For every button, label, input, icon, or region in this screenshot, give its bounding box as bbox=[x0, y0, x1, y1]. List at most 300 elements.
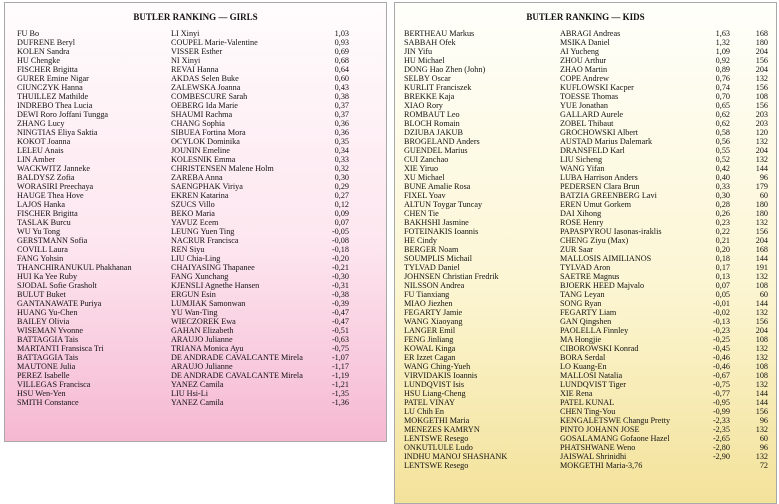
player-1-name: ONKUTLULE Ludo bbox=[404, 443, 473, 452]
butler-score: 0,07 bbox=[334, 218, 349, 227]
player-2-name: AI Yucheng bbox=[560, 47, 600, 56]
ranking-row bbox=[5, 254, 386, 263]
player-2-name: SAENGPHAK Viriya bbox=[171, 182, 243, 191]
butler-score: -2,33 bbox=[712, 416, 730, 425]
player-2-name: PAPASPYROU Iasonas-iraklis bbox=[560, 227, 662, 236]
player-2-name: YANEZ Camila bbox=[171, 398, 224, 407]
player-2-name: GAHAN Elizabeth bbox=[171, 326, 234, 335]
player-2-name: PINTO JOHANN JOSE bbox=[560, 425, 640, 434]
boards-count: 108 bbox=[755, 281, 768, 290]
player-1-name: HSU Liang-Cheng bbox=[404, 389, 466, 398]
boards-count: 204 bbox=[755, 236, 768, 245]
player-1-name: LAJOS Hanka bbox=[17, 200, 65, 209]
boards-count: 132 bbox=[755, 272, 768, 281]
kids-ranking-panel bbox=[394, 2, 777, 504]
ranking-row bbox=[395, 317, 776, 326]
player-1-name: WORASIRI Preechaya bbox=[17, 182, 94, 191]
ranking-row bbox=[395, 173, 776, 182]
player-1-name: NILSSON Andrea bbox=[404, 281, 465, 290]
ranking-row bbox=[395, 110, 776, 119]
butler-score: 0,68 bbox=[334, 56, 349, 65]
butler-score: -0,47 bbox=[331, 317, 349, 326]
ranking-row bbox=[5, 362, 386, 371]
player-1-name: THUILLEZ Mathilde bbox=[17, 92, 89, 101]
player-1-name: MIAO Jiezhen bbox=[404, 299, 453, 308]
butler-score: 0,35 bbox=[334, 137, 349, 146]
ranking-row bbox=[395, 227, 776, 236]
ranking-row bbox=[395, 371, 776, 380]
player-1-name: BERTHEAU Markus bbox=[404, 29, 475, 38]
butler-score: 1,03 bbox=[334, 29, 349, 38]
player-2-name: TOESSE Thomas bbox=[560, 92, 619, 101]
butler-score: -0,63 bbox=[331, 335, 349, 344]
butler-score: 0,28 bbox=[715, 200, 730, 209]
butler-score: 0,13 bbox=[715, 272, 730, 281]
player-2-name: ZOBEL Thibaut bbox=[560, 119, 614, 128]
ranking-row bbox=[395, 290, 776, 299]
ranking-row bbox=[5, 200, 386, 209]
boards-count: 132 bbox=[755, 308, 768, 317]
ranking-row bbox=[395, 146, 776, 155]
player-2-name: SHAUMI Rachma bbox=[171, 110, 233, 119]
butler-score: -0,46 bbox=[712, 362, 730, 371]
ranking-row bbox=[395, 425, 776, 434]
boards-count: 204 bbox=[755, 146, 768, 155]
player-1-name: CHEN Tie bbox=[404, 209, 439, 218]
ranking-row bbox=[395, 380, 776, 389]
player-1-name: VIRVIDAKIS Ioannis bbox=[404, 371, 478, 380]
ranking-row bbox=[5, 182, 386, 191]
boards-count: 144 bbox=[755, 389, 768, 398]
boards-count: 132 bbox=[755, 137, 768, 146]
player-2-name: GROCHOWSKI Albert bbox=[560, 128, 639, 137]
butler-score: 0,76 bbox=[715, 74, 730, 83]
player-1-name: ER Izzet Cagan bbox=[404, 353, 456, 362]
player-1-name: LANGER Emil bbox=[404, 326, 456, 335]
player-2-name: CHANG Sophia bbox=[171, 119, 225, 128]
ranking-row bbox=[395, 128, 776, 137]
ranking-row bbox=[395, 74, 776, 83]
butler-score: -2,90 bbox=[712, 452, 730, 461]
player-1-name: FIXEL Yoav bbox=[404, 191, 446, 200]
boards-count: 132 bbox=[755, 155, 768, 164]
player-1-name: GANTANAWATE Puriya bbox=[17, 299, 102, 308]
player-1-name: FU Tianxiang bbox=[404, 290, 450, 299]
ranking-row bbox=[395, 335, 776, 344]
ranking-row bbox=[395, 65, 776, 74]
player-2-name: COPE Andrew bbox=[560, 74, 609, 83]
butler-score: 0,20 bbox=[715, 245, 730, 254]
butler-score: -2,65 bbox=[712, 434, 730, 443]
ranking-row bbox=[5, 29, 386, 38]
player-1-name: FENG Jinliang bbox=[404, 335, 454, 344]
player-2-name: MSIKA Daniel bbox=[560, 38, 610, 47]
butler-score: 0,22 bbox=[715, 227, 730, 236]
ranking-row bbox=[5, 236, 386, 245]
player-1-name: SELBY Oscar bbox=[404, 74, 451, 83]
player-2-name: PEDERSEN Clara Brun bbox=[560, 182, 640, 191]
ranking-row bbox=[5, 83, 386, 92]
player-2-name: LO Kuang-En bbox=[560, 362, 607, 371]
ranking-row bbox=[395, 119, 776, 128]
butler-score: -0,30 bbox=[331, 272, 349, 281]
ranking-row bbox=[5, 191, 386, 200]
ranking-row bbox=[5, 137, 386, 146]
player-2-name: MA Hongjie bbox=[560, 335, 602, 344]
player-2-name: JOUNIN Emeline bbox=[171, 146, 230, 155]
butler-score: -0,31 bbox=[331, 281, 349, 290]
player-1-name: SMITH Constance bbox=[17, 398, 79, 407]
player-1-name: KOLEN Sandra bbox=[17, 47, 70, 56]
butler-score: 0,43 bbox=[334, 83, 349, 92]
player-1-name: CUI Zanchao bbox=[404, 155, 449, 164]
player-2-name: LIU Hsi-Li bbox=[171, 389, 209, 398]
butler-score: 0,30 bbox=[334, 173, 349, 182]
player-1-name: JOHNSEN Christian Fredrik bbox=[404, 272, 499, 281]
player-1-name: COVILL Laura bbox=[17, 245, 68, 254]
player-2-name: KJENSLI Agnethe Hansen bbox=[171, 281, 260, 290]
player-2-name: YUE Jonathan bbox=[560, 101, 608, 110]
player-2-name: BATZIA GREENBERG Lavi bbox=[560, 191, 657, 200]
ranking-row bbox=[5, 353, 386, 362]
player-2-name: GALLARD Aurele bbox=[560, 110, 623, 119]
ranking-row bbox=[5, 299, 386, 308]
ranking-row bbox=[5, 173, 386, 182]
boards-count: 144 bbox=[755, 254, 768, 263]
player-1-name: ROMBAUT Leo bbox=[404, 110, 460, 119]
player-1-name: WU Yu Tong bbox=[17, 227, 61, 236]
boards-count: 108 bbox=[755, 92, 768, 101]
player-2-name: ABRAGI Andreas bbox=[560, 29, 621, 38]
player-1-name: XU Michael bbox=[404, 173, 445, 182]
butler-score: 0,37 bbox=[334, 101, 349, 110]
boards-count: 191 bbox=[755, 263, 768, 272]
player-2-name: FANG Xunchang bbox=[171, 272, 229, 281]
player-1-name: BAKHSHI Jasmine bbox=[404, 218, 469, 227]
boards-count: 156 bbox=[755, 317, 768, 326]
ranking-row bbox=[395, 344, 776, 353]
butler-score: 0,30 bbox=[715, 191, 730, 200]
ranking-row bbox=[395, 326, 776, 335]
boards-count: 156 bbox=[755, 407, 768, 416]
boards-count: 108 bbox=[755, 371, 768, 380]
ranking-row bbox=[395, 92, 776, 101]
ranking-row bbox=[5, 308, 386, 317]
ranking-row bbox=[395, 281, 776, 290]
player-1-name: SABBAH Ofek bbox=[404, 38, 456, 47]
butler-score: -0,99 bbox=[712, 407, 730, 416]
player-2-name: NACRUR Francisca bbox=[171, 236, 239, 245]
player-1-name: FISCHER Brigitta bbox=[17, 65, 78, 74]
butler-score: -0,08 bbox=[331, 236, 349, 245]
ranking-row bbox=[395, 218, 776, 227]
player-2-name: ROSE Henry bbox=[560, 218, 604, 227]
boards-count: 96 bbox=[759, 173, 768, 182]
ranking-row bbox=[5, 101, 386, 110]
player-2-name: REVAI Hanna bbox=[171, 65, 219, 74]
player-1-name: BATTAGGIA Tais bbox=[17, 353, 79, 362]
player-2-name: NI Xinyi bbox=[171, 56, 201, 65]
butler-score: 0,92 bbox=[715, 56, 730, 65]
butler-score: -0,20 bbox=[331, 254, 349, 263]
butler-score: 0,93 bbox=[334, 38, 349, 47]
butler-score: -0,75 bbox=[331, 344, 349, 353]
butler-score: -0,13 bbox=[712, 317, 730, 326]
player-2-name: SAETRE Magnus bbox=[560, 272, 620, 281]
player-2-name: LIU Chia-Ling bbox=[171, 254, 221, 263]
ranking-row bbox=[5, 128, 386, 137]
boards-count: 120 bbox=[755, 128, 768, 137]
ranking-row bbox=[5, 65, 386, 74]
butler-score: 0,17 bbox=[715, 263, 730, 272]
player-2-name: LUMJIAK Samonwan bbox=[171, 299, 246, 308]
player-1-name: GUENDEL Marius bbox=[404, 146, 468, 155]
ranking-row bbox=[5, 209, 386, 218]
player-2-name: SONG Ryan bbox=[560, 299, 602, 308]
player-2-name: CIBOROWSKI Konrad bbox=[560, 344, 639, 353]
boards-count: 144 bbox=[755, 398, 768, 407]
player-1-name: HU Chengke bbox=[17, 56, 60, 65]
player-1-name: BERGER Noam bbox=[404, 245, 459, 254]
player-1-name: SOUMPLIS Michail bbox=[404, 254, 473, 263]
girls-ranking-panel bbox=[4, 2, 387, 442]
ranking-row bbox=[395, 191, 776, 200]
player-1-name: BUNE Amalie Rosa bbox=[404, 182, 471, 191]
butler-score: -2,80 bbox=[712, 443, 730, 452]
player-2-name: LUNDQVIST Tiger bbox=[560, 380, 627, 389]
butler-score: 0,05 bbox=[715, 290, 730, 299]
ranking-row bbox=[5, 47, 386, 56]
player-2-name: EKREN Katarina bbox=[171, 191, 229, 200]
ranking-row bbox=[395, 299, 776, 308]
ranking-row bbox=[5, 227, 386, 236]
boards-count: 132 bbox=[755, 452, 768, 461]
player-2-name: TANG Leyan bbox=[560, 290, 605, 299]
player-1-name: BREKKE Kaja bbox=[404, 92, 455, 101]
butler-score: -0,77 bbox=[712, 389, 730, 398]
butler-score: 0,60 bbox=[334, 74, 349, 83]
player-1-name: FISCHER Brigitta bbox=[17, 209, 78, 218]
player-2-name: AUSTAD Marius Dalemark bbox=[560, 137, 653, 146]
butler-score: 0,34 bbox=[334, 146, 349, 155]
player-2-name: ZALEWSKA Joanna bbox=[171, 83, 241, 92]
boards-count: 96 bbox=[759, 416, 768, 425]
butler-score: 0,62 bbox=[715, 110, 730, 119]
boards-count: 108 bbox=[755, 362, 768, 371]
player-2-name: AKDAS Selen Buke bbox=[171, 74, 239, 83]
player-2-name: SZUCS Villo bbox=[171, 200, 215, 209]
ranking-row bbox=[395, 407, 776, 416]
player-1-name: VILLEGAS Francisca bbox=[17, 380, 91, 389]
boards-count: 132 bbox=[755, 380, 768, 389]
ranking-row bbox=[395, 101, 776, 110]
boards-count: 179 bbox=[755, 182, 768, 191]
butler-score: 0,07 bbox=[715, 281, 730, 290]
butler-score: 0,38 bbox=[334, 92, 349, 101]
player-2-name: ZHOU Arthur bbox=[560, 56, 607, 65]
butler-score: 0,52 bbox=[715, 155, 730, 164]
butler-score: -1,07 bbox=[331, 353, 349, 362]
boards-count: 108 bbox=[755, 335, 768, 344]
ranking-row bbox=[395, 452, 776, 461]
player-2-name: DE ANDRADE CAVALCANTE Mirela bbox=[171, 353, 303, 362]
player-1-name: GERSTMANN Sofia bbox=[17, 236, 88, 245]
player-2-name: MOKGETHI Maria-3,76 bbox=[560, 461, 643, 470]
boards-count: 72 bbox=[759, 461, 768, 470]
ranking-row bbox=[5, 398, 386, 407]
player-2-name: CHRISTENSEN Malene Holm bbox=[171, 164, 274, 173]
player-2-name: BORA Serdal bbox=[560, 353, 606, 362]
player-2-name: VISSER Esther bbox=[171, 47, 223, 56]
ranking-row bbox=[5, 389, 386, 398]
player-1-name: MENEZES KAMRYN bbox=[404, 425, 480, 434]
butler-score: -0,95 bbox=[712, 398, 730, 407]
ranking-row bbox=[5, 38, 386, 47]
butler-score: 0,12 bbox=[334, 200, 349, 209]
ranking-row bbox=[5, 119, 386, 128]
player-1-name: XIE Yiruo bbox=[404, 164, 439, 173]
player-1-name: HUANG Yu-Chen bbox=[17, 308, 78, 317]
ranking-row bbox=[395, 38, 776, 47]
boards-count: 180 bbox=[755, 38, 768, 47]
ranking-row bbox=[395, 56, 776, 65]
butler-score: -0,38 bbox=[331, 290, 349, 299]
ranking-row bbox=[395, 416, 776, 425]
ranking-row bbox=[395, 83, 776, 92]
ranking-row bbox=[395, 362, 776, 371]
butler-score: 0,64 bbox=[334, 65, 349, 74]
player-1-name: THANCHIRANUKUL Phakhanan bbox=[17, 263, 132, 272]
player-1-name: GURER Emine Nigar bbox=[17, 74, 89, 83]
ranking-row bbox=[395, 164, 776, 173]
ranking-row bbox=[5, 155, 386, 164]
player-2-name: LEUNG Yuen Ting bbox=[171, 227, 235, 236]
boards-count: 60 bbox=[759, 434, 768, 443]
butler-score: -1,17 bbox=[331, 362, 349, 371]
player-2-name: LIU Sicheng bbox=[560, 155, 603, 164]
butler-score: 0,56 bbox=[715, 137, 730, 146]
player-2-name: REN Siyu bbox=[171, 245, 205, 254]
boards-count: 144 bbox=[755, 299, 768, 308]
player-1-name: WANG Ching-Yueh bbox=[404, 362, 471, 371]
butler-score: -0,23 bbox=[712, 326, 730, 335]
player-1-name: NINGTIAS Eliya Saktia bbox=[17, 128, 98, 137]
butler-score: -0,45 bbox=[712, 344, 730, 353]
boards-count: 204 bbox=[755, 326, 768, 335]
player-2-name: GOSALAMANG Gofaone Hazel bbox=[560, 434, 670, 443]
player-1-name: WACKWITZ Janneke bbox=[17, 164, 90, 173]
player-2-name: LUBA Harrison Anders bbox=[560, 173, 638, 182]
butler-score: 1,63 bbox=[715, 29, 730, 38]
player-1-name: HAUGE Thea Hove bbox=[17, 191, 84, 200]
player-2-name: DE ANDRADE CAVALCANTE Mirela bbox=[171, 371, 303, 380]
player-2-name: PHATSHWANE Weno bbox=[560, 443, 636, 452]
player-1-name: ALTUN Toygar Tuncay bbox=[404, 200, 483, 209]
ranking-row bbox=[5, 74, 386, 83]
boards-count: 96 bbox=[759, 443, 768, 452]
butler-score: 0,65 bbox=[715, 101, 730, 110]
ranking-row bbox=[5, 164, 386, 173]
boards-count: 168 bbox=[755, 245, 768, 254]
boards-count: 156 bbox=[755, 227, 768, 236]
player-1-name: CIUNCZYK Hanna bbox=[17, 83, 83, 92]
ranking-row bbox=[395, 434, 776, 443]
boards-count: 132 bbox=[755, 74, 768, 83]
butler-score: -0,51 bbox=[331, 326, 349, 335]
butler-score: 0,69 bbox=[334, 47, 349, 56]
player-1-name: FEGARTY Jamie bbox=[404, 308, 463, 317]
ranking-row bbox=[5, 146, 386, 155]
player-1-name: HU Michael bbox=[404, 56, 445, 65]
player-2-name: ZHAO Martin bbox=[560, 65, 608, 74]
ranking-row bbox=[395, 272, 776, 281]
ranking-row bbox=[5, 56, 386, 65]
butler-score: 0,89 bbox=[715, 65, 730, 74]
ranking-row bbox=[5, 218, 386, 227]
player-1-name: PEREZ Isabelle bbox=[17, 371, 70, 380]
boards-count: 60 bbox=[759, 191, 768, 200]
player-1-name: HE Cindy bbox=[404, 236, 437, 245]
player-1-name: DEWI Roro Joffani Tungga bbox=[17, 110, 109, 119]
player-2-name: WIECZOREK Ewa bbox=[171, 317, 236, 326]
player-2-name: DAI Xihong bbox=[560, 209, 602, 218]
player-2-name: GAN Qingshen bbox=[560, 317, 612, 326]
boards-count: 156 bbox=[755, 101, 768, 110]
butler-score: -0,39 bbox=[331, 299, 349, 308]
ranking-row bbox=[395, 443, 776, 452]
girls-ranking-list bbox=[5, 29, 386, 407]
ranking-row bbox=[395, 236, 776, 245]
player-1-name: KOWAL Kinga bbox=[404, 344, 456, 353]
boards-count: 204 bbox=[755, 47, 768, 56]
boards-count: 132 bbox=[755, 353, 768, 362]
ranking-row bbox=[395, 137, 776, 146]
ranking-row bbox=[395, 209, 776, 218]
ranking-row bbox=[5, 281, 386, 290]
ranking-row bbox=[5, 92, 386, 101]
butler-score: 0,09 bbox=[334, 209, 349, 218]
butler-score: -1,19 bbox=[331, 371, 349, 380]
player-2-name: YAVUZ Ecem bbox=[171, 218, 219, 227]
ranking-row bbox=[395, 389, 776, 398]
butler-score: -0,47 bbox=[331, 308, 349, 317]
boards-count: 156 bbox=[755, 83, 768, 92]
ranking-row bbox=[395, 155, 776, 164]
butler-score: -0,05 bbox=[331, 227, 349, 236]
player-1-name: LELEU Anais bbox=[17, 146, 64, 155]
player-1-name: DZIUBA JAKUB bbox=[404, 128, 463, 137]
butler-score: -2,35 bbox=[712, 425, 730, 434]
ranking-row bbox=[395, 263, 776, 272]
player-2-name: LI Xinyi bbox=[171, 29, 200, 38]
butler-score: 1,32 bbox=[715, 38, 730, 47]
player-1-name: XIAO Rory bbox=[404, 101, 443, 110]
player-1-name: WISEMAN Yvonne bbox=[17, 326, 83, 335]
butler-score: 0,21 bbox=[715, 236, 730, 245]
ranking-row bbox=[395, 353, 776, 362]
ranking-row bbox=[395, 182, 776, 191]
player-1-name: FANG Yohsin bbox=[17, 254, 64, 263]
player-1-name: MOKGETHI Maria bbox=[404, 416, 470, 425]
player-1-name: MARTANTI Fransisca Tri bbox=[17, 344, 104, 353]
player-1-name: BROGELAND Anders bbox=[404, 137, 480, 146]
player-2-name: COUPEL Marie-Valentine bbox=[171, 38, 258, 47]
player-1-name: LUNDQVIST Isis bbox=[404, 380, 465, 389]
player-1-name: ZHANG Lucy bbox=[17, 119, 65, 128]
ranking-row bbox=[395, 254, 776, 263]
butler-score: 0,37 bbox=[334, 110, 349, 119]
player-1-name: KOKOT Joanna bbox=[17, 137, 71, 146]
